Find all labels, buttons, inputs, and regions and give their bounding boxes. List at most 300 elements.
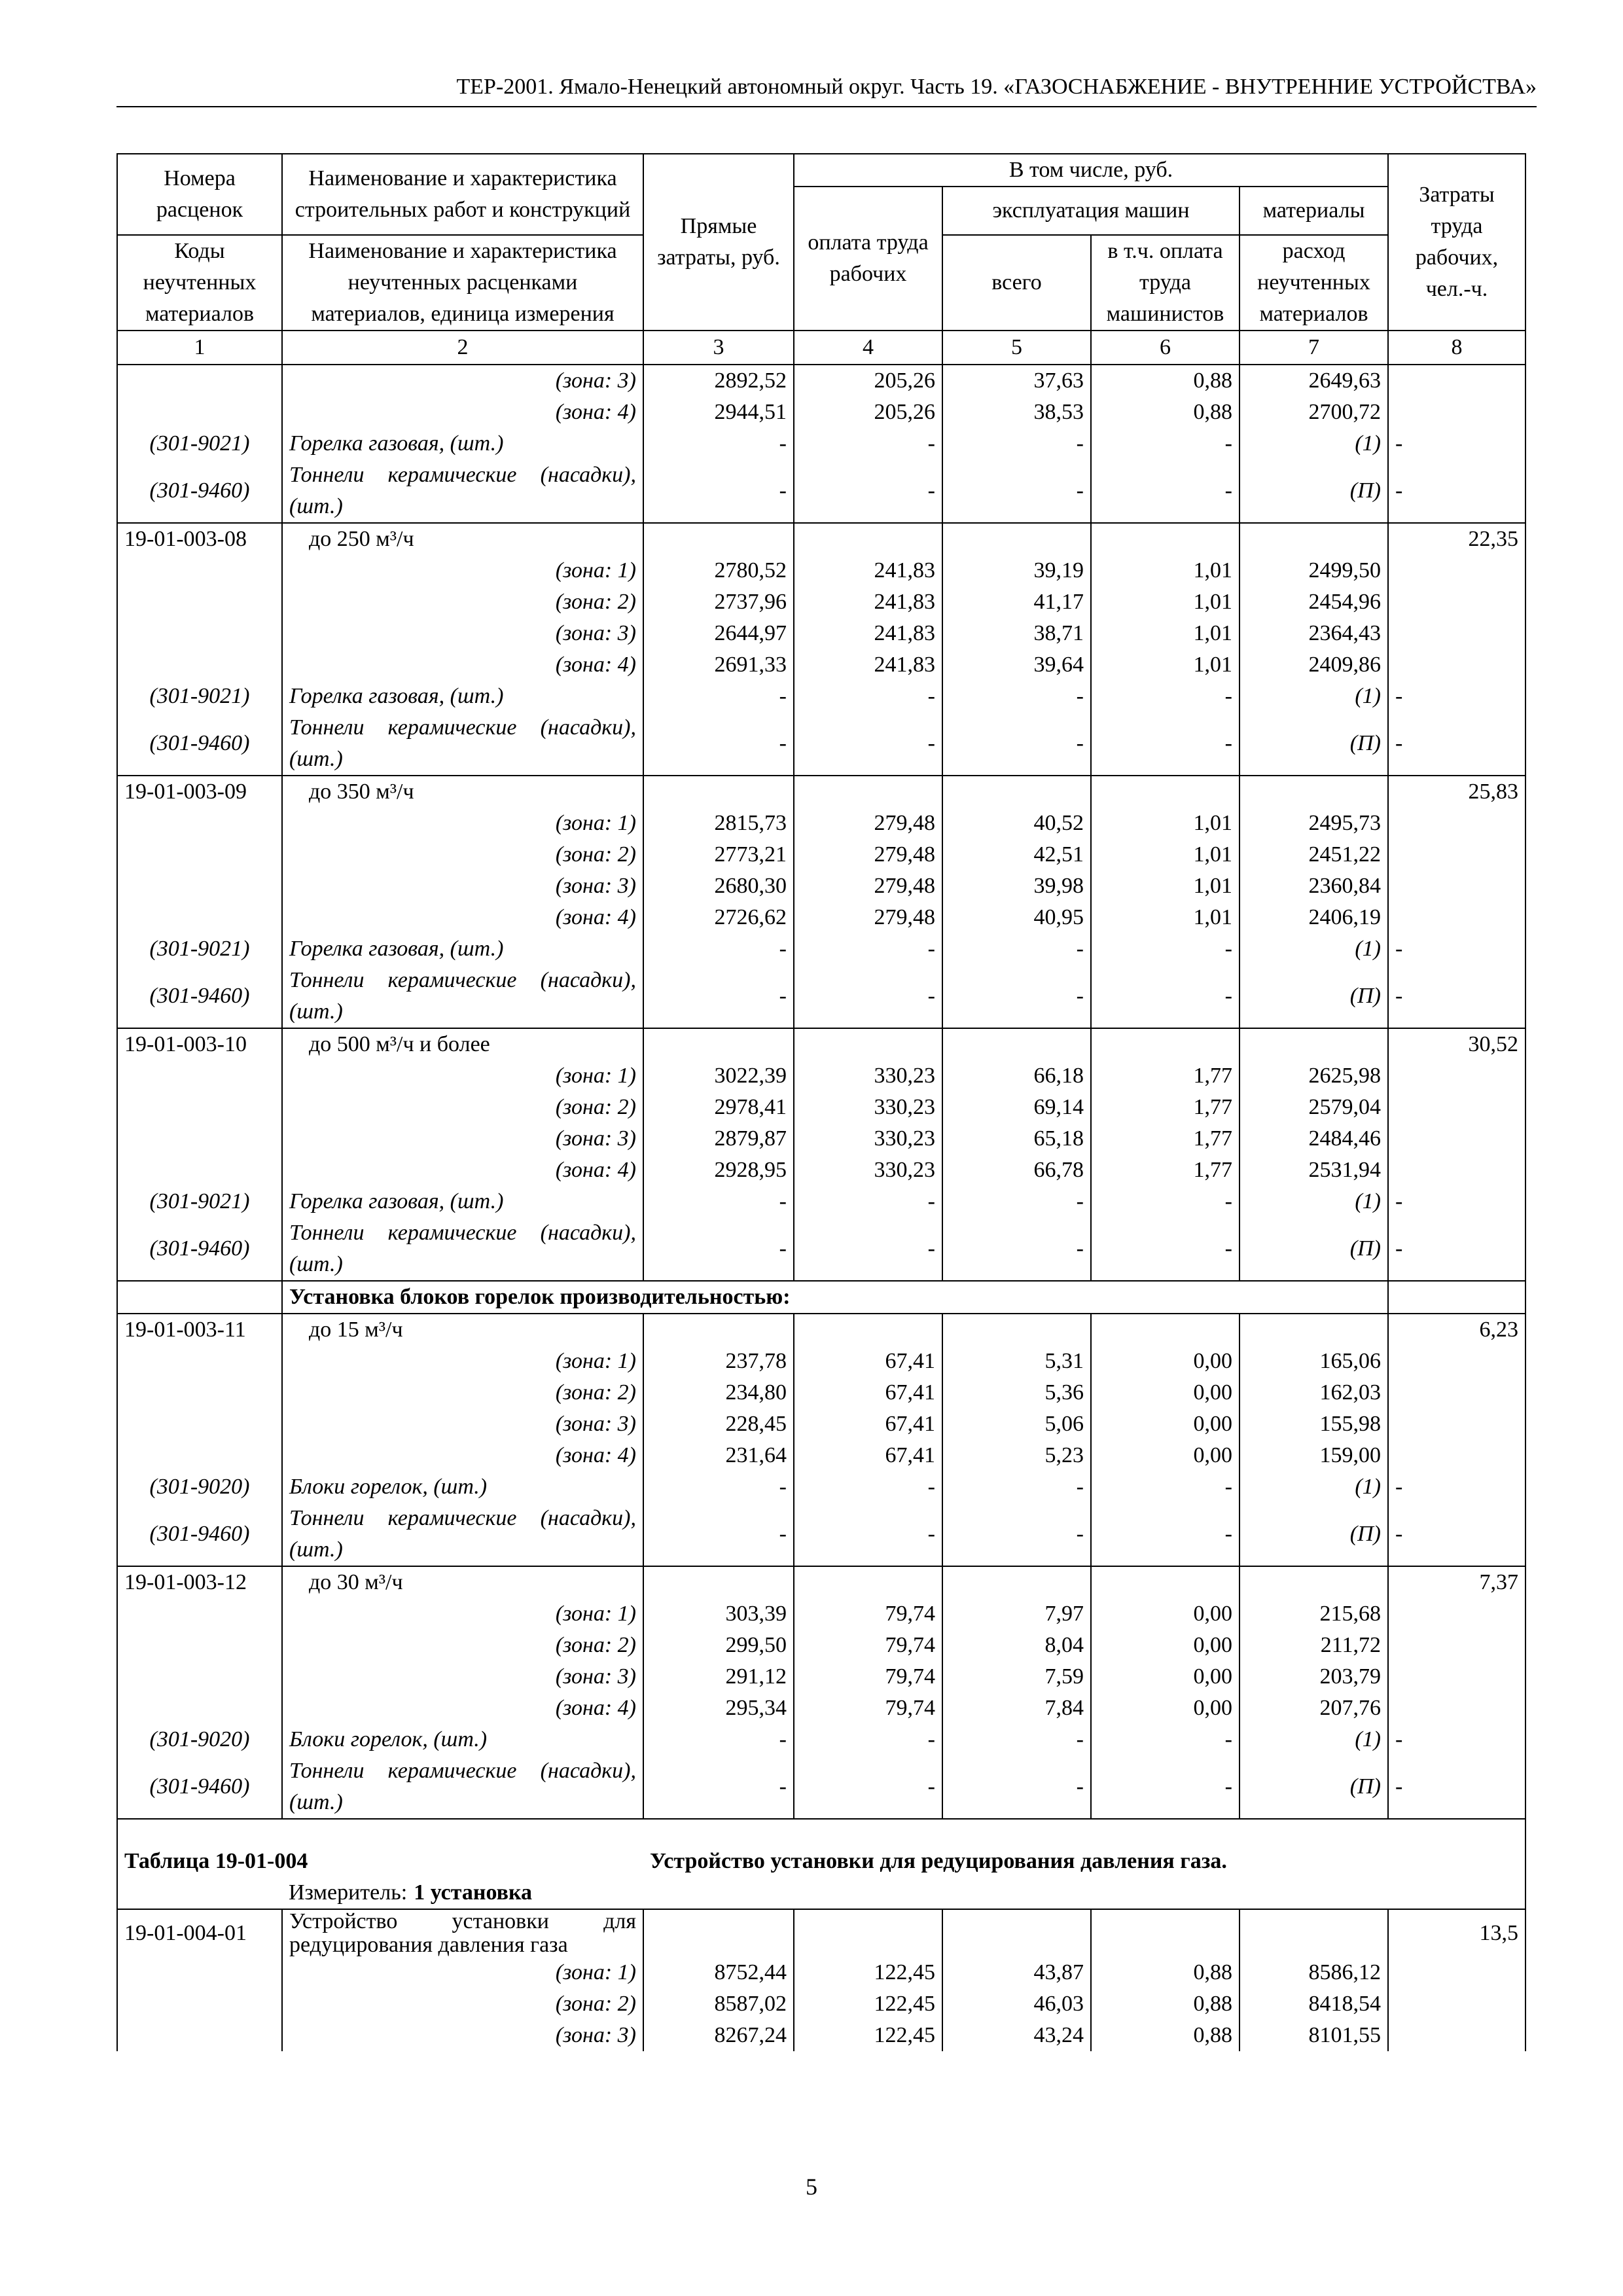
- value-cell: 2649,63: [1240, 365, 1388, 397]
- material-code: (301-9460): [117, 1503, 282, 1566]
- dash-cell: -: [643, 1217, 794, 1281]
- material-qty: (П): [1240, 1503, 1388, 1566]
- labor-cell: [1388, 870, 1525, 902]
- value-cell: 2700,72: [1240, 397, 1388, 428]
- value-cell: 159,00: [1240, 1440, 1388, 1471]
- value-cell: 7,97: [942, 1598, 1091, 1630]
- value-cell: 7,59: [942, 1661, 1091, 1693]
- material-code: (301-9020): [117, 1724, 282, 1755]
- rate-code: 19-01-003-12: [117, 1566, 282, 1598]
- material-row: [117, 1217, 1525, 1281]
- value-cell: 1,01: [1091, 555, 1240, 586]
- meter-row: [117, 1877, 1525, 1909]
- value-cell: 162,03: [1240, 1377, 1388, 1408]
- material-unit-text: (шт.): [289, 494, 343, 518]
- dash-cell: -: [794, 712, 942, 776]
- value-cell: 38,71: [942, 618, 1091, 649]
- value-cell: 215,68: [1240, 1598, 1388, 1630]
- header-material-codes: Коды неучтенных материалов: [117, 235, 282, 331]
- meter: [282, 1877, 1388, 1909]
- material-row: [117, 428, 1525, 459]
- dash-cell: -: [942, 459, 1091, 523]
- dash-cell: -: [1388, 1503, 1525, 1566]
- dash-cell: -: [1388, 428, 1525, 459]
- zone-row: [117, 1440, 1525, 1471]
- value-cell: 2780,52: [643, 555, 794, 586]
- zone-label: (зона: 2): [282, 1092, 643, 1123]
- dash-cell: -: [643, 1755, 794, 1819]
- meter-label: Измеритель:: [289, 1880, 408, 1905]
- empty-cell: [1091, 1314, 1240, 1346]
- labor-cell: [1388, 1092, 1525, 1123]
- zone-row: [117, 839, 1525, 870]
- labor-value: 25,83: [1388, 776, 1525, 808]
- dash-cell: -: [1091, 459, 1240, 523]
- material-qty: (П): [1240, 965, 1388, 1028]
- empty-cell: [794, 1028, 942, 1060]
- header-machinist-pay: в т.ч. оплата труда машинистов: [1091, 235, 1240, 331]
- zone-label: (зона: 4): [282, 397, 643, 428]
- empty-cell: [942, 1314, 1091, 1346]
- value-cell: 122,45: [794, 1957, 942, 1988]
- value-cell: 165,06: [1240, 1346, 1388, 1377]
- zone-row: [117, 397, 1525, 428]
- material-code: (301-9021): [117, 681, 282, 712]
- empty-cell: [643, 776, 794, 808]
- dash-cell: -: [1388, 1186, 1525, 1217]
- zone-row: [117, 1377, 1525, 1408]
- dash-cell: -: [794, 933, 942, 965]
- value-cell: 0,88: [1091, 1957, 1240, 1988]
- rate-code: 19-01-004-01: [117, 1909, 282, 1957]
- material-name-text: Тоннели керамические (насадки),: [289, 463, 636, 487]
- zone-row: [117, 618, 1525, 649]
- code-cell: [117, 1957, 282, 1988]
- value-cell: 0,00: [1091, 1661, 1240, 1693]
- value-cell: 241,83: [794, 586, 942, 618]
- code-cell: [117, 365, 282, 397]
- value-cell: 2454,96: [1240, 586, 1388, 618]
- value-cell: 0,00: [1091, 1346, 1240, 1377]
- rate-code: 19-01-003-09: [117, 776, 282, 808]
- code-cell: [117, 649, 282, 681]
- zone-label: (зона: 4): [282, 902, 643, 933]
- code-cell: [117, 1123, 282, 1155]
- empty-cell: [643, 1314, 794, 1346]
- code-cell: [117, 1060, 282, 1092]
- value-cell: 205,26: [794, 397, 942, 428]
- rate-name: до 350 м³/ч: [282, 776, 643, 808]
- material-name-text: Тоннели керамические (насадки),: [289, 1759, 636, 1783]
- labor-cell: [1388, 1377, 1525, 1408]
- code-cell: [117, 1155, 282, 1186]
- dash-cell: -: [794, 459, 942, 523]
- dash-cell: -: [1388, 1471, 1525, 1503]
- rate-row: [117, 523, 1525, 555]
- empty-cell: [1240, 1566, 1388, 1598]
- dash-cell: -: [942, 428, 1091, 459]
- dash-cell: -: [1388, 459, 1525, 523]
- material-name: [282, 1471, 643, 1503]
- value-cell: 291,12: [643, 1661, 794, 1693]
- material-code: (301-9460): [117, 459, 282, 523]
- labor-cell: [1388, 1346, 1525, 1377]
- dash-cell: -: [1091, 1471, 1240, 1503]
- value-cell: 330,23: [794, 1155, 942, 1186]
- value-cell: 8101,55: [1240, 2020, 1388, 2051]
- value-cell: 2737,96: [643, 586, 794, 618]
- rate-row: [117, 776, 1525, 808]
- zone-row: [117, 1988, 1525, 2020]
- empty-cell: [942, 1909, 1091, 1957]
- value-cell: 1,01: [1091, 586, 1240, 618]
- value-cell: 279,48: [794, 902, 942, 933]
- rate-row: [117, 1028, 1525, 1060]
- zone-label: (зона: 3): [282, 365, 643, 397]
- material-name-text: Тоннели керамические (насадки),: [289, 715, 636, 740]
- value-cell: 205,26: [794, 365, 942, 397]
- value-cell: 2978,41: [643, 1092, 794, 1123]
- dash-cell: -: [794, 1755, 942, 1819]
- material-code: (301-9021): [117, 428, 282, 459]
- material-name-text: Блоки горелок, (шт.): [289, 1475, 488, 1499]
- material-qty: (П): [1240, 712, 1388, 776]
- dash-cell: -: [1091, 428, 1240, 459]
- value-cell: 67,41: [794, 1377, 942, 1408]
- value-cell: 67,41: [794, 1408, 942, 1440]
- value-cell: 330,23: [794, 1092, 942, 1123]
- header-labor-costs: Затраты труда рабочих, чел.-ч.: [1388, 154, 1525, 331]
- dash-cell: -: [794, 1503, 942, 1566]
- labor-cell: [1388, 1123, 1525, 1155]
- code-cell: [117, 808, 282, 839]
- material-row: [117, 1724, 1525, 1755]
- dash-cell: -: [643, 1724, 794, 1755]
- material-name-text: Блоки горелок, (шт.): [289, 1727, 488, 1751]
- zone-label: (зона: 1): [282, 808, 643, 839]
- zone-row: [117, 649, 1525, 681]
- labor-cell: [1388, 1693, 1525, 1724]
- labor-value: 22,35: [1388, 523, 1525, 555]
- dash-cell: -: [643, 712, 794, 776]
- value-cell: 0,00: [1091, 1598, 1240, 1630]
- empty-cell: [794, 1314, 942, 1346]
- zone-row: [117, 1693, 1525, 1724]
- header-material-name: Наименование и характеристика неучтенных расценками материалов, единица измерения: [282, 235, 643, 331]
- zone-label: (зона: 3): [282, 618, 643, 649]
- code-cell: [117, 618, 282, 649]
- zone-label: (зона: 2): [282, 1377, 643, 1408]
- dash-cell: -: [794, 681, 942, 712]
- material-qty: (П): [1240, 1217, 1388, 1281]
- material-row: [117, 681, 1525, 712]
- value-cell: 1,01: [1091, 618, 1240, 649]
- empty-cell: [117, 1281, 282, 1314]
- material-name: [282, 965, 643, 1028]
- value-cell: 40,95: [942, 902, 1091, 933]
- material-qty: (1): [1240, 681, 1388, 712]
- value-cell: 2726,62: [643, 902, 794, 933]
- code-cell: [117, 555, 282, 586]
- value-cell: 1,77: [1091, 1060, 1240, 1092]
- value-cell: 1,01: [1091, 839, 1240, 870]
- value-cell: 39,64: [942, 649, 1091, 681]
- empty-cell: [794, 523, 942, 555]
- value-cell: 38,53: [942, 397, 1091, 428]
- header-machines-total: всего: [942, 235, 1091, 331]
- value-cell: 67,41: [794, 1440, 942, 1471]
- dash-cell: -: [1091, 933, 1240, 965]
- table-header: [117, 154, 1525, 365]
- value-cell: 69,14: [942, 1092, 1091, 1123]
- empty-cell: [643, 1909, 794, 1957]
- zone-row: [117, 902, 1525, 933]
- code-cell: [117, 586, 282, 618]
- value-cell: 1,01: [1091, 902, 1240, 933]
- rates-table: [116, 153, 1526, 2051]
- value-cell: 2495,73: [1240, 808, 1388, 839]
- table-body: [117, 365, 1525, 2051]
- code-cell: [117, 1693, 282, 1724]
- value-cell: 37,63: [942, 365, 1091, 397]
- header-materials: материалы: [1240, 187, 1388, 235]
- rate-name: до 15 м³/ч: [282, 1314, 643, 1346]
- value-cell: 2579,04: [1240, 1092, 1388, 1123]
- zone-label: (зона: 3): [282, 1661, 643, 1693]
- header-work-name: Наименование и характеристика строительных работ и конструкций: [282, 154, 643, 235]
- value-cell: 46,03: [942, 1988, 1091, 2020]
- value-cell: 8,04: [942, 1630, 1091, 1661]
- material-name: [282, 1217, 643, 1281]
- dash-cell: -: [942, 681, 1091, 712]
- code-cell: [117, 1092, 282, 1123]
- dash-cell: -: [942, 965, 1091, 1028]
- section-heading-row: [117, 1281, 1525, 1314]
- value-cell: 43,87: [942, 1957, 1091, 1988]
- value-cell: 0,88: [1091, 1988, 1240, 2020]
- dash-cell: -: [942, 1186, 1091, 1217]
- table-title: Устройство установки для редуцирования давления газа.: [643, 1819, 1388, 1877]
- code-cell: [117, 1661, 282, 1693]
- rate-code: 19-01-003-10: [117, 1028, 282, 1060]
- zone-label: (зона: 4): [282, 1693, 643, 1724]
- material-name: [282, 1186, 643, 1217]
- empty-cell: [1240, 523, 1388, 555]
- value-cell: 330,23: [794, 1123, 942, 1155]
- zone-label: (зона: 1): [282, 1598, 643, 1630]
- dash-cell: -: [942, 1503, 1091, 1566]
- dash-cell: -: [942, 1217, 1091, 1281]
- empty-cell: [794, 776, 942, 808]
- header-labor-pay: оплата труда рабочих: [794, 187, 942, 331]
- code-cell: [117, 902, 282, 933]
- material-name: [282, 681, 643, 712]
- material-name-text: Тоннели керамические (насадки),: [289, 968, 636, 992]
- empty-cell: [117, 1877, 282, 1909]
- zone-row: [117, 808, 1525, 839]
- zone-row: [117, 1661, 1525, 1693]
- labor-cell: [1388, 839, 1525, 870]
- value-cell: 279,48: [794, 839, 942, 870]
- value-cell: 8267,24: [643, 2020, 794, 2051]
- value-cell: 8418,54: [1240, 1988, 1388, 2020]
- value-cell: 1,01: [1091, 870, 1240, 902]
- rate-row: [117, 1314, 1525, 1346]
- value-cell: 7,84: [942, 1693, 1091, 1724]
- value-cell: 207,76: [1240, 1693, 1388, 1724]
- value-cell: 299,50: [643, 1630, 794, 1661]
- zone-row: [117, 555, 1525, 586]
- code-cell: [117, 1408, 282, 1440]
- value-cell: 241,83: [794, 555, 942, 586]
- header-including: В том числе, руб.: [794, 154, 1388, 187]
- value-cell: 1,77: [1091, 1092, 1240, 1123]
- labor-cell: [1388, 555, 1525, 586]
- code-cell: [117, 2020, 282, 2051]
- value-cell: 330,23: [794, 1060, 942, 1092]
- dash-cell: -: [1091, 1186, 1240, 1217]
- value-cell: 234,80: [643, 1377, 794, 1408]
- dash-cell: -: [1091, 1724, 1240, 1755]
- material-qty: (1): [1240, 933, 1388, 965]
- header-machines: эксплуатация машин: [942, 187, 1240, 235]
- value-cell: 228,45: [643, 1408, 794, 1440]
- header-rate-numbers: Номера расценок: [117, 154, 282, 235]
- dash-cell: -: [794, 428, 942, 459]
- value-cell: 0,88: [1091, 365, 1240, 397]
- value-cell: 8586,12: [1240, 1957, 1388, 1988]
- material-unit-text: (шт.): [289, 1790, 343, 1814]
- value-cell: 1,01: [1091, 649, 1240, 681]
- meter-value: 1 установка: [414, 1880, 533, 1905]
- labor-cell: [1388, 586, 1525, 618]
- labor-cell: [1388, 1598, 1525, 1630]
- material-name: [282, 712, 643, 776]
- material-name: [282, 459, 643, 523]
- value-cell: 0,00: [1091, 1408, 1240, 1440]
- value-cell: 155,98: [1240, 1408, 1388, 1440]
- zone-label: (зона: 4): [282, 1440, 643, 1471]
- zone-label: (зона: 1): [282, 555, 643, 586]
- dash-cell: -: [942, 1471, 1091, 1503]
- material-code: (301-9021): [117, 933, 282, 965]
- code-cell: [117, 397, 282, 428]
- dash-cell: -: [1091, 681, 1240, 712]
- value-cell: 43,24: [942, 2020, 1091, 2051]
- header-direct-costs: Прямые затраты, руб.: [643, 154, 794, 331]
- material-row: [117, 712, 1525, 776]
- material-qty: (П): [1240, 459, 1388, 523]
- dash-cell: -: [1091, 1755, 1240, 1819]
- dash-cell: -: [643, 459, 794, 523]
- value-cell: 1,77: [1091, 1155, 1240, 1186]
- labor-cell: [1388, 1630, 1525, 1661]
- zone-label: (зона: 3): [282, 2020, 643, 2051]
- dash-cell: -: [1388, 1724, 1525, 1755]
- value-cell: 2691,33: [643, 649, 794, 681]
- empty-cell: [1388, 1819, 1525, 1877]
- value-cell: 2815,73: [643, 808, 794, 839]
- rate-name: до 30 м³/ч: [282, 1566, 643, 1598]
- value-cell: 211,72: [1240, 1630, 1388, 1661]
- dash-cell: -: [643, 1471, 794, 1503]
- material-name: [282, 933, 643, 965]
- empty-cell: [1388, 1877, 1525, 1909]
- labor-cell: [1388, 365, 1525, 397]
- empty-cell: [942, 523, 1091, 555]
- material-qty: (1): [1240, 1724, 1388, 1755]
- value-cell: 2773,21: [643, 839, 794, 870]
- value-cell: 1,01: [1091, 808, 1240, 839]
- page-number: 5: [806, 2174, 817, 2200]
- material-code: (301-9020): [117, 1471, 282, 1503]
- dash-cell: -: [1091, 965, 1240, 1028]
- empty-cell: [1091, 776, 1240, 808]
- empty-cell: [942, 776, 1091, 808]
- zone-row: [117, 1155, 1525, 1186]
- value-cell: 0,00: [1091, 1440, 1240, 1471]
- code-cell: [117, 1440, 282, 1471]
- material-qty: (1): [1240, 1471, 1388, 1503]
- empty-cell: [794, 1566, 942, 1598]
- empty-cell: [1091, 1028, 1240, 1060]
- dash-cell: -: [1388, 965, 1525, 1028]
- value-cell: 1,77: [1091, 1123, 1240, 1155]
- value-cell: 295,34: [643, 1693, 794, 1724]
- material-unit-text: (шт.): [289, 999, 343, 1024]
- dash-cell: -: [794, 1724, 942, 1755]
- material-name: [282, 1724, 643, 1755]
- code-cell: [117, 1598, 282, 1630]
- material-name-text: Горелка газовая, (шт.): [289, 937, 504, 961]
- value-cell: 0,88: [1091, 397, 1240, 428]
- labor-cell: [1388, 1957, 1525, 1988]
- value-cell: 2928,95: [643, 1155, 794, 1186]
- labor-cell: [1388, 808, 1525, 839]
- page-header: ТЕР-2001. Ямало-Ненецкий автономный округ. Часть 19. «ГАЗОСНАБЖЕНИЕ - ВНУТРЕННИЕ УСТРОЙСТВА»: [116, 72, 1537, 107]
- zone-row: [117, 365, 1525, 397]
- value-cell: 0,00: [1091, 1693, 1240, 1724]
- dash-cell: -: [1388, 681, 1525, 712]
- value-cell: 241,83: [794, 618, 942, 649]
- value-cell: 2625,98: [1240, 1060, 1388, 1092]
- zone-label: (зона: 1): [282, 1346, 643, 1377]
- material-unit-text: (шт.): [289, 747, 343, 771]
- material-row: [117, 459, 1525, 523]
- zone-row: [117, 1957, 1525, 1988]
- zone-row: [117, 1598, 1525, 1630]
- dash-cell: -: [942, 1755, 1091, 1819]
- value-cell: 2879,87: [643, 1123, 794, 1155]
- code-cell: [117, 1630, 282, 1661]
- labor-cell: [1388, 618, 1525, 649]
- zone-label: (зона: 4): [282, 1155, 643, 1186]
- dash-cell: -: [1091, 1217, 1240, 1281]
- material-qty: (1): [1240, 1186, 1388, 1217]
- dash-cell: -: [794, 1471, 942, 1503]
- value-cell: 122,45: [794, 1988, 942, 2020]
- material-name-text: Горелка газовая, (шт.): [289, 684, 504, 708]
- value-cell: 79,74: [794, 1693, 942, 1724]
- value-cell: 8752,44: [643, 1957, 794, 1988]
- value-cell: 2680,30: [643, 870, 794, 902]
- value-cell: 241,83: [794, 649, 942, 681]
- value-cell: 122,45: [794, 2020, 942, 2051]
- value-cell: 2892,52: [643, 365, 794, 397]
- value-cell: 2364,43: [1240, 618, 1388, 649]
- labor-cell: [1388, 649, 1525, 681]
- material-row: [117, 1186, 1525, 1217]
